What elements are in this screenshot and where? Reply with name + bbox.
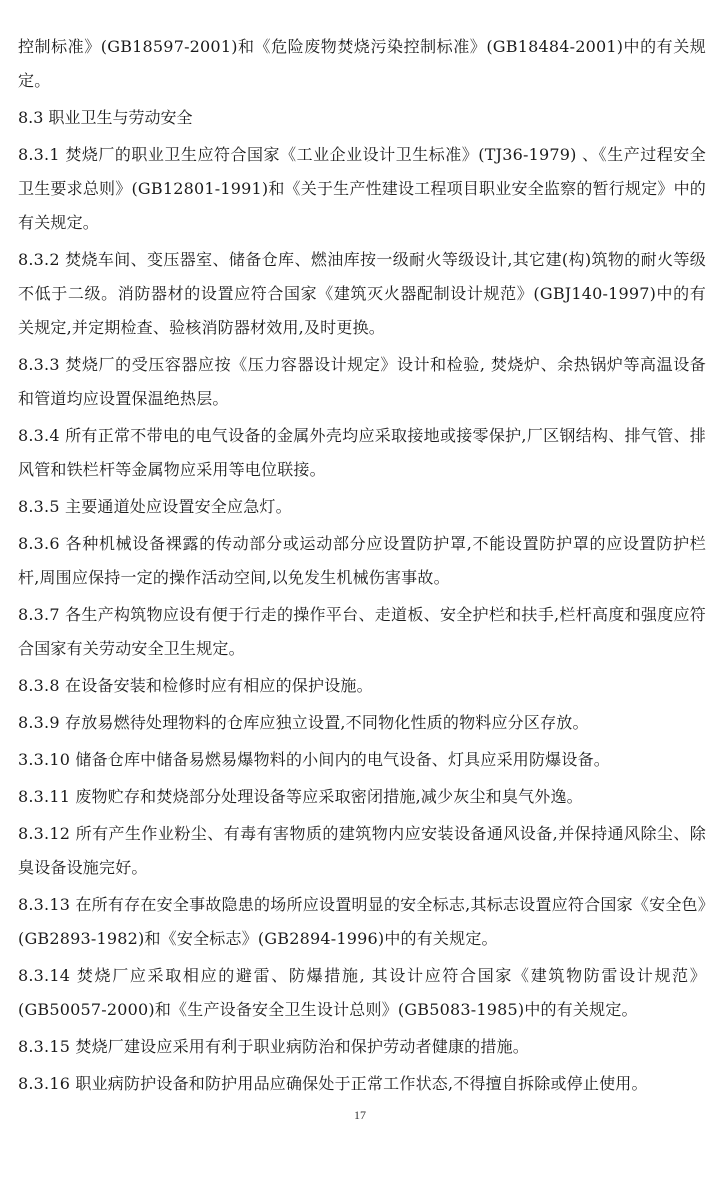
clause-8-3-14: 8.3.14 焚烧厂应采取相应的避雷、防爆措施, 其设计应符合国家《建筑物防雷设计规范》(GB50057-2000)和《生产设备安全卫生设计总则》(GB5083-1985)中的有关规定。	[18, 966, 706, 1019]
clause-8-3-2: 8.3.2 焚烧车间、变压器室、储备仓库、燃油库按一级耐火等级设计,其它建(构)筑物的耐火等级不低于二级。消防器材的设置应符合国家《建筑灭火器配制设计规范》(GBJ140-1997)中的有关规定,并定期检查、验核消防器材效用,及时更换。	[18, 250, 706, 337]
clause-8-3-4: 8.3.4 所有正常不带电的电气设备的金属外壳均应采取接地或接零保护,厂区钢结构、排气管、排风管和铁栏杆等金属物应采用等电位联接。	[18, 426, 706, 479]
clause-8-3-13: 8.3.13 在所有存在安全事故隐患的场所应设置明显的安全标志,其标志设置应符合国家《安全色》(GB2893-1982)和《安全标志》(GB2894-1996)中的有关规定。	[18, 895, 706, 948]
section-heading-8-3: 8.3 职业卫生与劳动安全	[18, 108, 193, 127]
clause-8-3-3: 8.3.3 焚烧厂的受压容器应按《压力容器设计规定》设计和检验, 焚烧炉、余热锅炉等高温设备和管道均应设置保温绝热层。	[18, 355, 706, 408]
paragraph-continuation: 控制标准》(GB18597-2001)和《危险废物焚烧污染控制标准》(GB18484-2001)中的有关规定。	[18, 37, 706, 90]
clause-8-3-9: 8.3.9 存放易燃待处理物料的仓库应独立设置,不同物化性质的物料应分区存放。	[18, 713, 589, 732]
clause-8-3-6: 8.3.6 各种机械设备裸露的传动部分或运动部分应设置防护罩,不能设置防护罩的应设置防护栏杆,周围应保持一定的操作活动空间,以免发生机械伤害事故。	[18, 534, 706, 587]
document-body	[18, 30, 706, 1104]
page-number: 17	[354, 1108, 366, 1122]
clause-8-3-5: 8.3.5 主要通道处应设置安全应急灯。	[18, 497, 292, 516]
clause-8-3-12: 8.3.12 所有产生作业粉尘、有毒有害物质的建筑物内应安装设备通风设备,并保持通风除尘、除臭设备设施完好。	[18, 824, 706, 877]
clause-8-3-1: 8.3.1 焚烧厂的职业卫生应符合国家《工业企业设计卫生标准》(TJ36-1979) 、《生产过程安全卫生要求总则》(GB12801-1991)和《关于生产性建设工程项目职业安全监察的暂行规定》中的有关规定。	[18, 145, 706, 232]
clause-8-3-10: 3.3.10 储备仓库中储备易燃易爆物料的小间内的电气设备、灯具应采用防爆设备。	[18, 750, 610, 769]
clause-8-3-16: 8.3.16 职业病防护设备和防护用品应确保处于正常工作状态,不得擅自拆除或停止使用。	[18, 1074, 648, 1093]
clause-8-3-11: 8.3.11 废物贮存和焚烧部分处理设备等应采取密闭措施,减少灰尘和臭气外逸。	[18, 787, 583, 806]
clause-8-3-15: 8.3.15 焚烧厂建设应采用有利于职业病防治和保护劳动者健康的措施。	[18, 1037, 529, 1056]
clause-8-3-8: 8.3.8 在设备安装和检修时应有相应的保护设施。	[18, 676, 373, 695]
clause-8-3-7: 8.3.7 各生产构筑物应设有便于行走的操作平台、走道板、安全护栏和扶手,栏杆高度和强度应符合国家有关劳动安全卫生规定。	[18, 605, 706, 658]
